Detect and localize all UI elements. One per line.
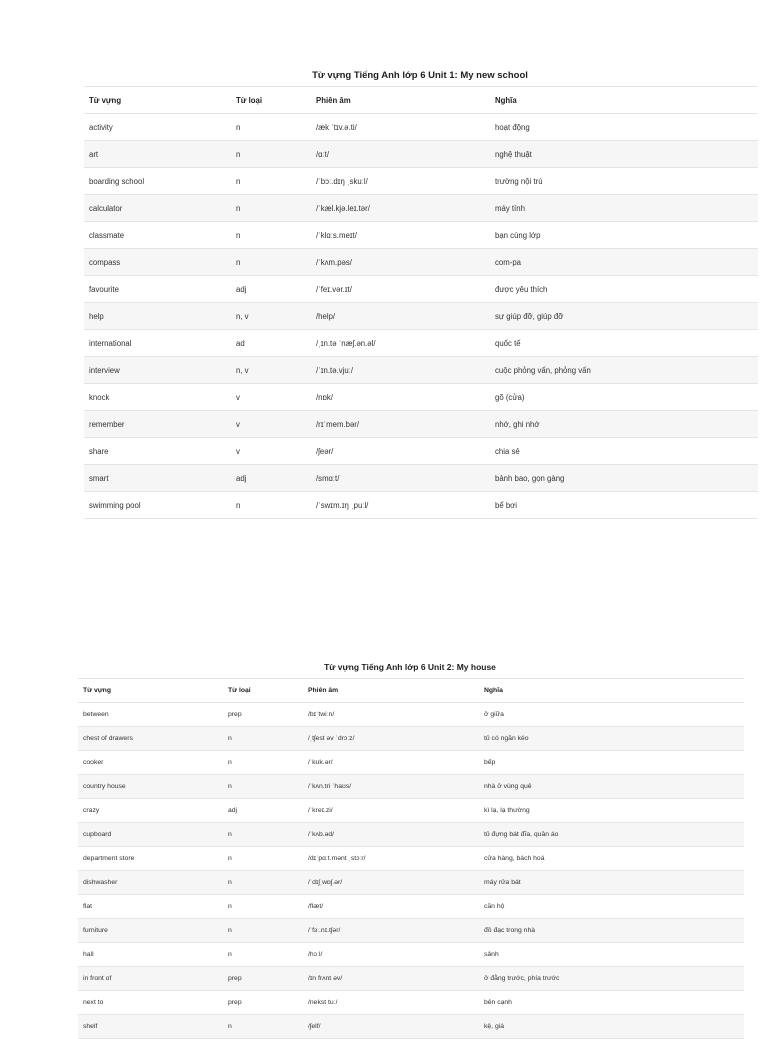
meaning-cell: nhớ, ghi nhớ	[490, 411, 758, 438]
pronunciation-cell: /dɪˈpɑːt.mənt ˌstɔːr/	[303, 847, 479, 871]
part-of-speech-cell: adj	[223, 799, 303, 823]
word-cell: swimming pool	[84, 492, 231, 519]
part-of-speech-cell: n	[231, 141, 311, 168]
table-row	[84, 465, 758, 492]
meaning-cell: com-pa	[490, 249, 758, 276]
pronunciation-cell: /æk ˈtɪv.ə.ti/	[311, 114, 490, 141]
unit2-title: Từ vựng Tiếng Anh lớp 6 Unit 2: My house	[324, 662, 496, 672]
column-header: Nghĩa	[490, 87, 758, 114]
part-of-speech-cell: n, v	[231, 357, 311, 384]
word-cell: shelf	[78, 1015, 223, 1039]
table-row	[78, 727, 744, 751]
table-row	[84, 303, 758, 330]
pronunciation-cell: /ˈkʊk.ər/	[303, 751, 479, 775]
meaning-cell: quốc tế	[490, 330, 758, 357]
meaning-cell: sảnh	[479, 943, 744, 967]
pronunciation-cell: /ʃelf/	[303, 1015, 479, 1039]
column-header: Từ vựng	[84, 87, 231, 114]
word-cell: favourite	[84, 276, 231, 303]
pronunciation-cell: /ˈkæl.kjə.leɪ.tər/	[311, 195, 490, 222]
table-row	[84, 357, 758, 384]
pronunciation-cell: /nɒk/	[311, 384, 490, 411]
pronunciation-cell: /ˈfɜː.nɪ.tʃər/	[303, 919, 479, 943]
word-cell: international	[84, 330, 231, 357]
meaning-cell: máy rửa bát	[479, 871, 744, 895]
pronunciation-cell: /ˈswɪm.ɪŋ ˌpuːl/	[311, 492, 490, 519]
table-row	[78, 1015, 744, 1039]
column-header: Nghĩa	[479, 679, 744, 703]
part-of-speech-cell: n	[223, 871, 303, 895]
pronunciation-cell: /ˈkreɪ.zi/	[303, 799, 479, 823]
table-header-row	[84, 87, 758, 114]
pronunciation-cell: /ˈklɑːs.meɪt/	[311, 222, 490, 249]
part-of-speech-cell: prep	[223, 967, 303, 991]
meaning-cell: cuộc phỏng vấn, phỏng vấn	[490, 357, 758, 384]
part-of-speech-cell: n	[231, 114, 311, 141]
table-row	[78, 799, 744, 823]
meaning-cell: tủ có ngăn kéo	[479, 727, 744, 751]
part-of-speech-cell: adj	[231, 276, 311, 303]
word-cell: flat	[78, 895, 223, 919]
word-cell: furniture	[78, 919, 223, 943]
pronunciation-cell: /help/	[311, 303, 490, 330]
unit1-vocabulary-table	[84, 86, 758, 519]
word-cell: chest of drawers	[78, 727, 223, 751]
part-of-speech-cell: n	[231, 222, 311, 249]
part-of-speech-cell: n	[231, 195, 311, 222]
part-of-speech-cell: n	[231, 168, 311, 195]
meaning-cell: kệ, giá	[479, 1015, 744, 1039]
table-row	[84, 141, 758, 168]
table-row	[78, 823, 744, 847]
table-row	[84, 249, 758, 276]
part-of-speech-cell: prep	[223, 703, 303, 727]
part-of-speech-cell: n	[223, 775, 303, 799]
part-of-speech-cell: n	[231, 492, 311, 519]
column-header: Phiên âm	[303, 679, 479, 703]
word-cell: art	[84, 141, 231, 168]
pronunciation-cell: /ɑːt/	[311, 141, 490, 168]
pronunciation-cell: /rɪˈmem.bər/	[311, 411, 490, 438]
part-of-speech-cell: ad	[231, 330, 311, 357]
word-cell: classmate	[84, 222, 231, 249]
part-of-speech-cell: prep	[223, 991, 303, 1015]
word-cell: boarding school	[84, 168, 231, 195]
meaning-cell: tủ đựng bát đĩa, quần áo	[479, 823, 744, 847]
table-row	[78, 847, 744, 871]
pronunciation-cell: /ˈɪn.tə.vjuː/	[311, 357, 490, 384]
pronunciation-cell: /ɪn frʌnt əv/	[303, 967, 479, 991]
word-cell: hall	[78, 943, 223, 967]
word-cell: activity	[84, 114, 231, 141]
table-row	[78, 967, 744, 991]
meaning-cell: trường nội trú	[490, 168, 758, 195]
meaning-cell: đồ đạc trong nhà	[479, 919, 744, 943]
part-of-speech-cell: v	[231, 411, 311, 438]
word-cell: compass	[84, 249, 231, 276]
meaning-cell: chia sẻ	[490, 438, 758, 465]
table-header-row	[78, 679, 744, 703]
part-of-speech-cell: v	[231, 384, 311, 411]
table-row	[84, 330, 758, 357]
pronunciation-cell: /flæt/	[303, 895, 479, 919]
meaning-cell: bạn cùng lớp	[490, 222, 758, 249]
word-cell: share	[84, 438, 231, 465]
unit2-vocabulary-table	[78, 678, 744, 1039]
pronunciation-cell: /ˌɪn.tə ˈnæʃ.ən.əl/	[311, 330, 490, 357]
column-header: Phiên âm	[311, 87, 490, 114]
meaning-cell: nghệ thuật	[490, 141, 758, 168]
meaning-cell: cửa hàng, bách hoá	[479, 847, 744, 871]
meaning-cell: máy tính	[490, 195, 758, 222]
pronunciation-cell: /ˈbɔː.dɪŋ ˌskuːl/	[311, 168, 490, 195]
pronunciation-cell: /ˈfeɪ.vər.ɪt/	[311, 276, 490, 303]
meaning-cell: bảnh bao, gọn gàng	[490, 465, 758, 492]
part-of-speech-cell: n	[223, 751, 303, 775]
table-row	[84, 222, 758, 249]
part-of-speech-cell: v	[231, 438, 311, 465]
part-of-speech-cell: n	[223, 823, 303, 847]
word-cell: help	[84, 303, 231, 330]
word-cell: crazy	[78, 799, 223, 823]
part-of-speech-cell: n	[223, 919, 303, 943]
meaning-cell: hoạt động	[490, 114, 758, 141]
word-cell: cooker	[78, 751, 223, 775]
word-cell: cupboard	[78, 823, 223, 847]
pronunciation-cell: /ˈkʌm.pəs/	[311, 249, 490, 276]
meaning-cell: căn hộ	[479, 895, 744, 919]
pronunciation-cell: /ˈkʌb.əd/	[303, 823, 479, 847]
word-cell: interview	[84, 357, 231, 384]
table-row	[84, 384, 758, 411]
column-header: Từ loại	[231, 87, 311, 114]
pronunciation-cell: /ˈdɪʃˌwɒʃ.ər/	[303, 871, 479, 895]
table-row	[78, 703, 744, 727]
part-of-speech-cell: n	[223, 727, 303, 751]
word-cell: between	[78, 703, 223, 727]
word-cell: calculator	[84, 195, 231, 222]
pronunciation-cell: /hɔːl/	[303, 943, 479, 967]
meaning-cell: ở đằng trước, phía trước	[479, 967, 744, 991]
table-row	[78, 871, 744, 895]
meaning-cell: nhà ở vùng quê	[479, 775, 744, 799]
unit1-title: Từ vựng Tiếng Anh lớp 6 Unit 1: My new school	[312, 70, 528, 81]
table-row	[84, 168, 758, 195]
pronunciation-cell: /bɪˈtwiːn/	[303, 703, 479, 727]
table-row	[84, 411, 758, 438]
word-cell: in front of	[78, 967, 223, 991]
table-row	[84, 492, 758, 519]
column-header: Từ loại	[223, 679, 303, 703]
table-row	[78, 895, 744, 919]
part-of-speech-cell: n, v	[231, 303, 311, 330]
table-row	[78, 751, 744, 775]
pronunciation-cell: /ʃeər/	[311, 438, 490, 465]
part-of-speech-cell: n	[223, 1015, 303, 1039]
table-row	[78, 943, 744, 967]
word-cell: next to	[78, 991, 223, 1015]
table-row	[84, 438, 758, 465]
column-header: Từ vựng	[78, 679, 223, 703]
meaning-cell: bể bơi	[490, 492, 758, 519]
meaning-cell: sự giúp đỡ, giúp đỡ	[490, 303, 758, 330]
table-row	[84, 114, 758, 141]
meaning-cell: kì lạ, lạ thường	[479, 799, 744, 823]
table-row	[78, 919, 744, 943]
word-cell: country house	[78, 775, 223, 799]
part-of-speech-cell: n	[231, 249, 311, 276]
table-row	[78, 991, 744, 1015]
meaning-cell: được yêu thích	[490, 276, 758, 303]
word-cell: smart	[84, 465, 231, 492]
part-of-speech-cell: n	[223, 895, 303, 919]
part-of-speech-cell: n	[223, 943, 303, 967]
word-cell: remember	[84, 411, 231, 438]
pronunciation-cell: /ˈkʌn.tri ˈhaʊs/	[303, 775, 479, 799]
word-cell: dishwasher	[78, 871, 223, 895]
meaning-cell: ở giữa	[479, 703, 744, 727]
word-cell: department store	[78, 847, 223, 871]
word-cell: knock	[84, 384, 231, 411]
part-of-speech-cell: n	[223, 847, 303, 871]
table-row	[78, 775, 744, 799]
part-of-speech-cell: adj	[231, 465, 311, 492]
table-row	[84, 195, 758, 222]
table-row	[84, 276, 758, 303]
meaning-cell: bên cạnh	[479, 991, 744, 1015]
pronunciation-cell: /smɑːt/	[311, 465, 490, 492]
meaning-cell: bếp	[479, 751, 744, 775]
pronunciation-cell: /nekst tuː/	[303, 991, 479, 1015]
pronunciation-cell: /ˌtʃest əv ˈdrɔːz/	[303, 727, 479, 751]
meaning-cell: gõ (cửa)	[490, 384, 758, 411]
